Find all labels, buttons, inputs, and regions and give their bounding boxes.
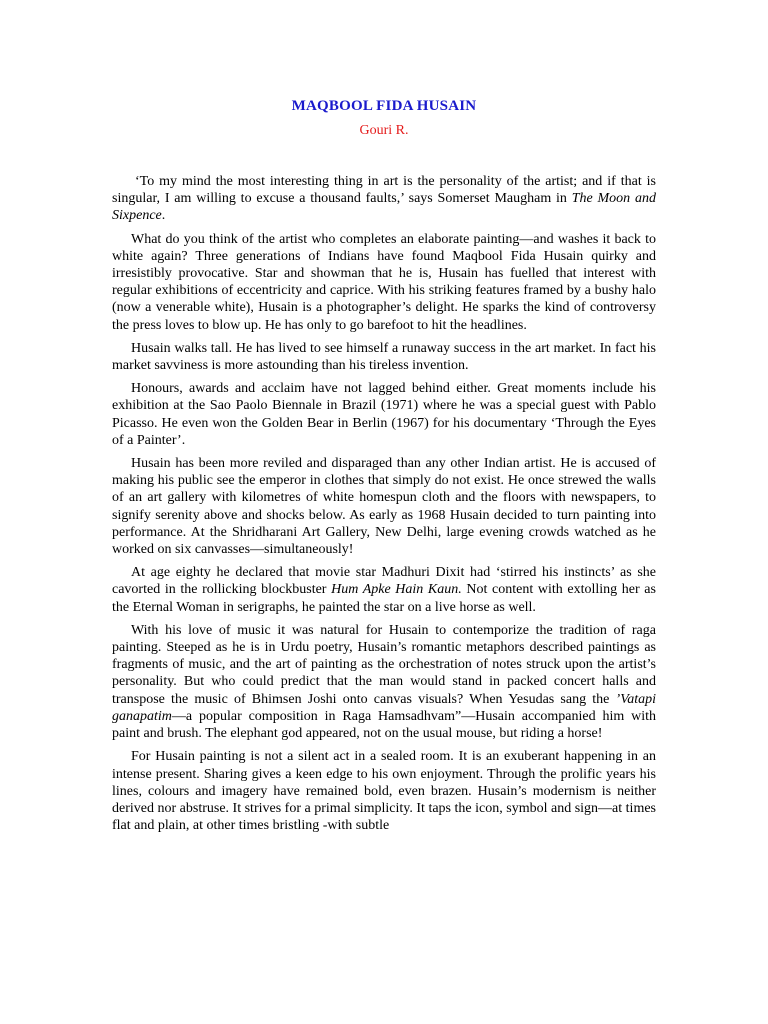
paragraph-7-end: —a popular composition in Raga Hamsadhvam”—Husain accompanied him with paint and brush. The elephant god appeared, not on the usual mouse, but riding a horse!: [112, 708, 656, 742]
paragraph-5: Husain has been more reviled and disparaged than any other Indian artist. He is accused of making his public see the emperor in clothes that simply do not exist. He once strewed the walls of an art gallery with kilometres of white homespun cloth and the floors with newspapers, to signify serenity above and shocks below. As early as 1968 Husain decided to turn painting into performance. At the Shridharani Art Gallery, New Delhi, large evening crowds watched as he worked on six canvasses—simultaneously!: [112, 456, 656, 558]
paragraph-7-text: With his love of music it was natural for Husain to contemporize the tradition of raga painting. Steeped as he is in Urdu poetry, Husain’s romantic metaphors described paintings as fragments of music, and the art of painting as the orchestration of notes struck upon the artist’s personality. But who could predict that the man would stand in packed concert halls and transpose the music of Bhimsen Joshi onto canvas visuals? When Yesudas sang the: [112, 622, 656, 707]
book-title: The Moon and Sixpence: [112, 191, 656, 224]
paragraph-2: What do you think of the artist who completes an elaborate painting—and washes it back to white again? Three generations of Indians have found Maqbool Fida Husain quirky and irresistibly provocative. Star and showman that he is, Husain has fuelled that interest with regular exhibitions of eccentricity and caprice. With his striking features framed by a bushy halo (now a venerable white), Husain is a photographer’s delight. He sparks the kind of controversy the press loves to blow up. He has only to go barefoot to hit the headlines.: [112, 231, 656, 333]
paragraph-6: [112, 564, 656, 616]
article-title: MAQBOOL FIDA HUSAIN: [291, 98, 477, 114]
paragraph-1-text: ‘To my mind the most interesting thing in art is the personality of the artist; and if that is singular, I am willing to excuse a thousand faults,’ says Somerset Maugham in: [112, 174, 656, 207]
paragraph-1-end: .: [161, 208, 166, 224]
paragraph-3: Husain walks tall. He has lived to see himself a runaway success in the art market. In fact his market savviness is more astounding than his tireless invention.: [112, 340, 656, 374]
paragraph-4: Honours, awards and acclaim have not lagged behind either. Great moments include his exhibition at the Sao Paolo Biennale in Brazil (1971) where he was a special guest with Pablo Picasso. He even won the Golden Bear in Berlin (1967) for his documentary ‘Through the Eyes of a Painter’.: [112, 381, 656, 448]
paragraph-8: For Husain painting is not a silent act in a sealed room. It is an exuberant happening in an intense present. Sharing gives a keen edge to his own enjoyment. Through the prolific years his lines, colours and imagery have remained bold, even brazen. Husain’s modernism is neither derived nor abstruse. It strives for a primal simplicity. It taps the icon, symbol and sign—at times flat and plain, at other times bristling -with subtle: [112, 749, 656, 834]
paragraph-6-text: At age eighty he declared that movie star Madhuri Dixit had ‘stirred his instincts’ as she cavorted in the rollicking blockbuster: [112, 565, 656, 598]
paragraph-7: [112, 622, 656, 742]
film-title: Hum Apke Hain Kaun.: [331, 582, 462, 598]
article-body: [112, 173, 656, 834]
song-title: ’Vatapi ganapatim: [112, 691, 656, 724]
paragraph-6-end: Not content with extolling her as the Eternal Woman in serigraphs, he painted the star on a live horse as well.: [112, 582, 656, 615]
author-name: Gouri R.: [359, 123, 409, 138]
paragraph-1: [112, 173, 656, 225]
